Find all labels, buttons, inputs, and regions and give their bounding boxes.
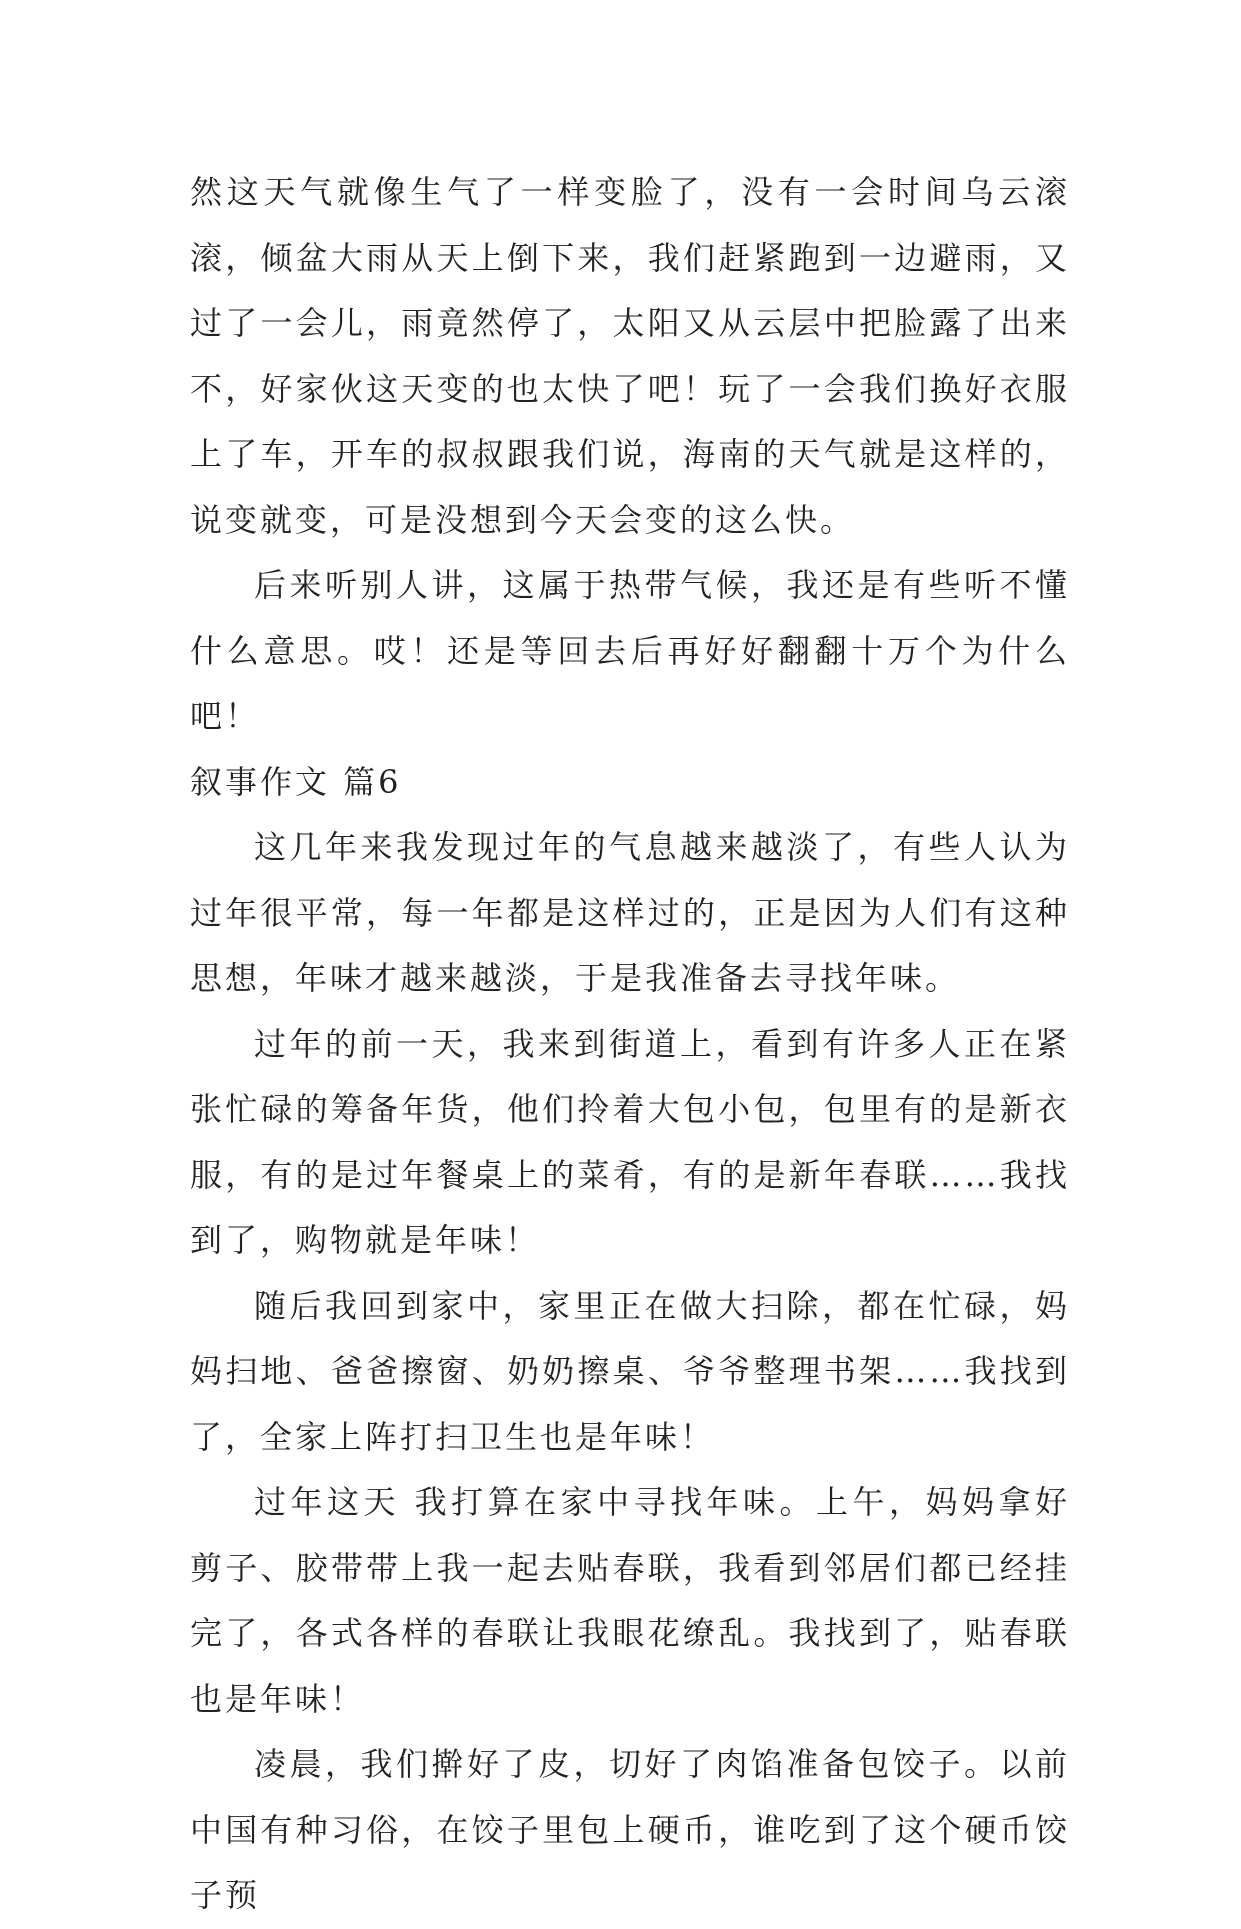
paragraph-couplets: 过年这天 我打算在家中寻找年味。上午，妈妈拿好剪子、胶带带上我一起去贴春联，我看到邻居们都已经挂完了，各式各样的春联让我眼花缭乱。我找到了，贴春联也是年味！ <box>190 1483 1070 1718</box>
paragraph-new-year-intro: 这几年来我发现过年的气息越来越淡了，有些人认为过年很平常，每一年都是这样过的，正是因为人们有这种思想，年味才越来越淡，于是我准备去寻找年味。 <box>190 828 1070 997</box>
document-page <box>190 160 1070 1929</box>
paragraph-cleaning: 随后我回到家中，家里正在做大扫除，都在忙碌，妈妈扫地、爸爸擦窗、奶奶擦桌、爷爷整理书架……我找到了，全家上阵打扫卫生也是年味！ <box>190 1286 1070 1456</box>
paragraph-dumplings: 凌晨，我们擀好了皮，切好了肉馅准备包饺子。以前中国有种习俗，在饺子里包上硬币，谁吃到了这个硬币饺子预 <box>190 1745 1070 1914</box>
paragraph-shopping: 过年的前一天，我来到街道上，看到有许多人正在紧张忙碌的筹备年货，他们拎着大包小包，包里有的是新衣服，有的是过年餐桌上的菜肴，有的是新年春联……我找到了，购物就是年味！ <box>190 1024 1070 1259</box>
section-heading: 叙事作文 篇6 <box>190 762 402 801</box>
paragraph-tropical-climate: 后来听别人讲，这属于热带气候，我还是有些听不懂什么意思。哎！还是等回去后再好好翻翻十万个为什么吧！ <box>190 566 1070 735</box>
paragraph-continued: 然这天气就像生气了一样变脸了，没有一会时间乌云滚滚，倾盆大雨从天上倒下来，我们赶紧跑到一边避雨，又过了一会儿，雨竟然停了，太阳又从云层中把脸露了出来不，好家伙这天变的也太快了吧！玩了一会我们换好衣服上了车，开车的叔叔跟我们说，海南的天气就是这样的，说变就变，可是没想到今天会变的这么快。 <box>190 173 1070 539</box>
